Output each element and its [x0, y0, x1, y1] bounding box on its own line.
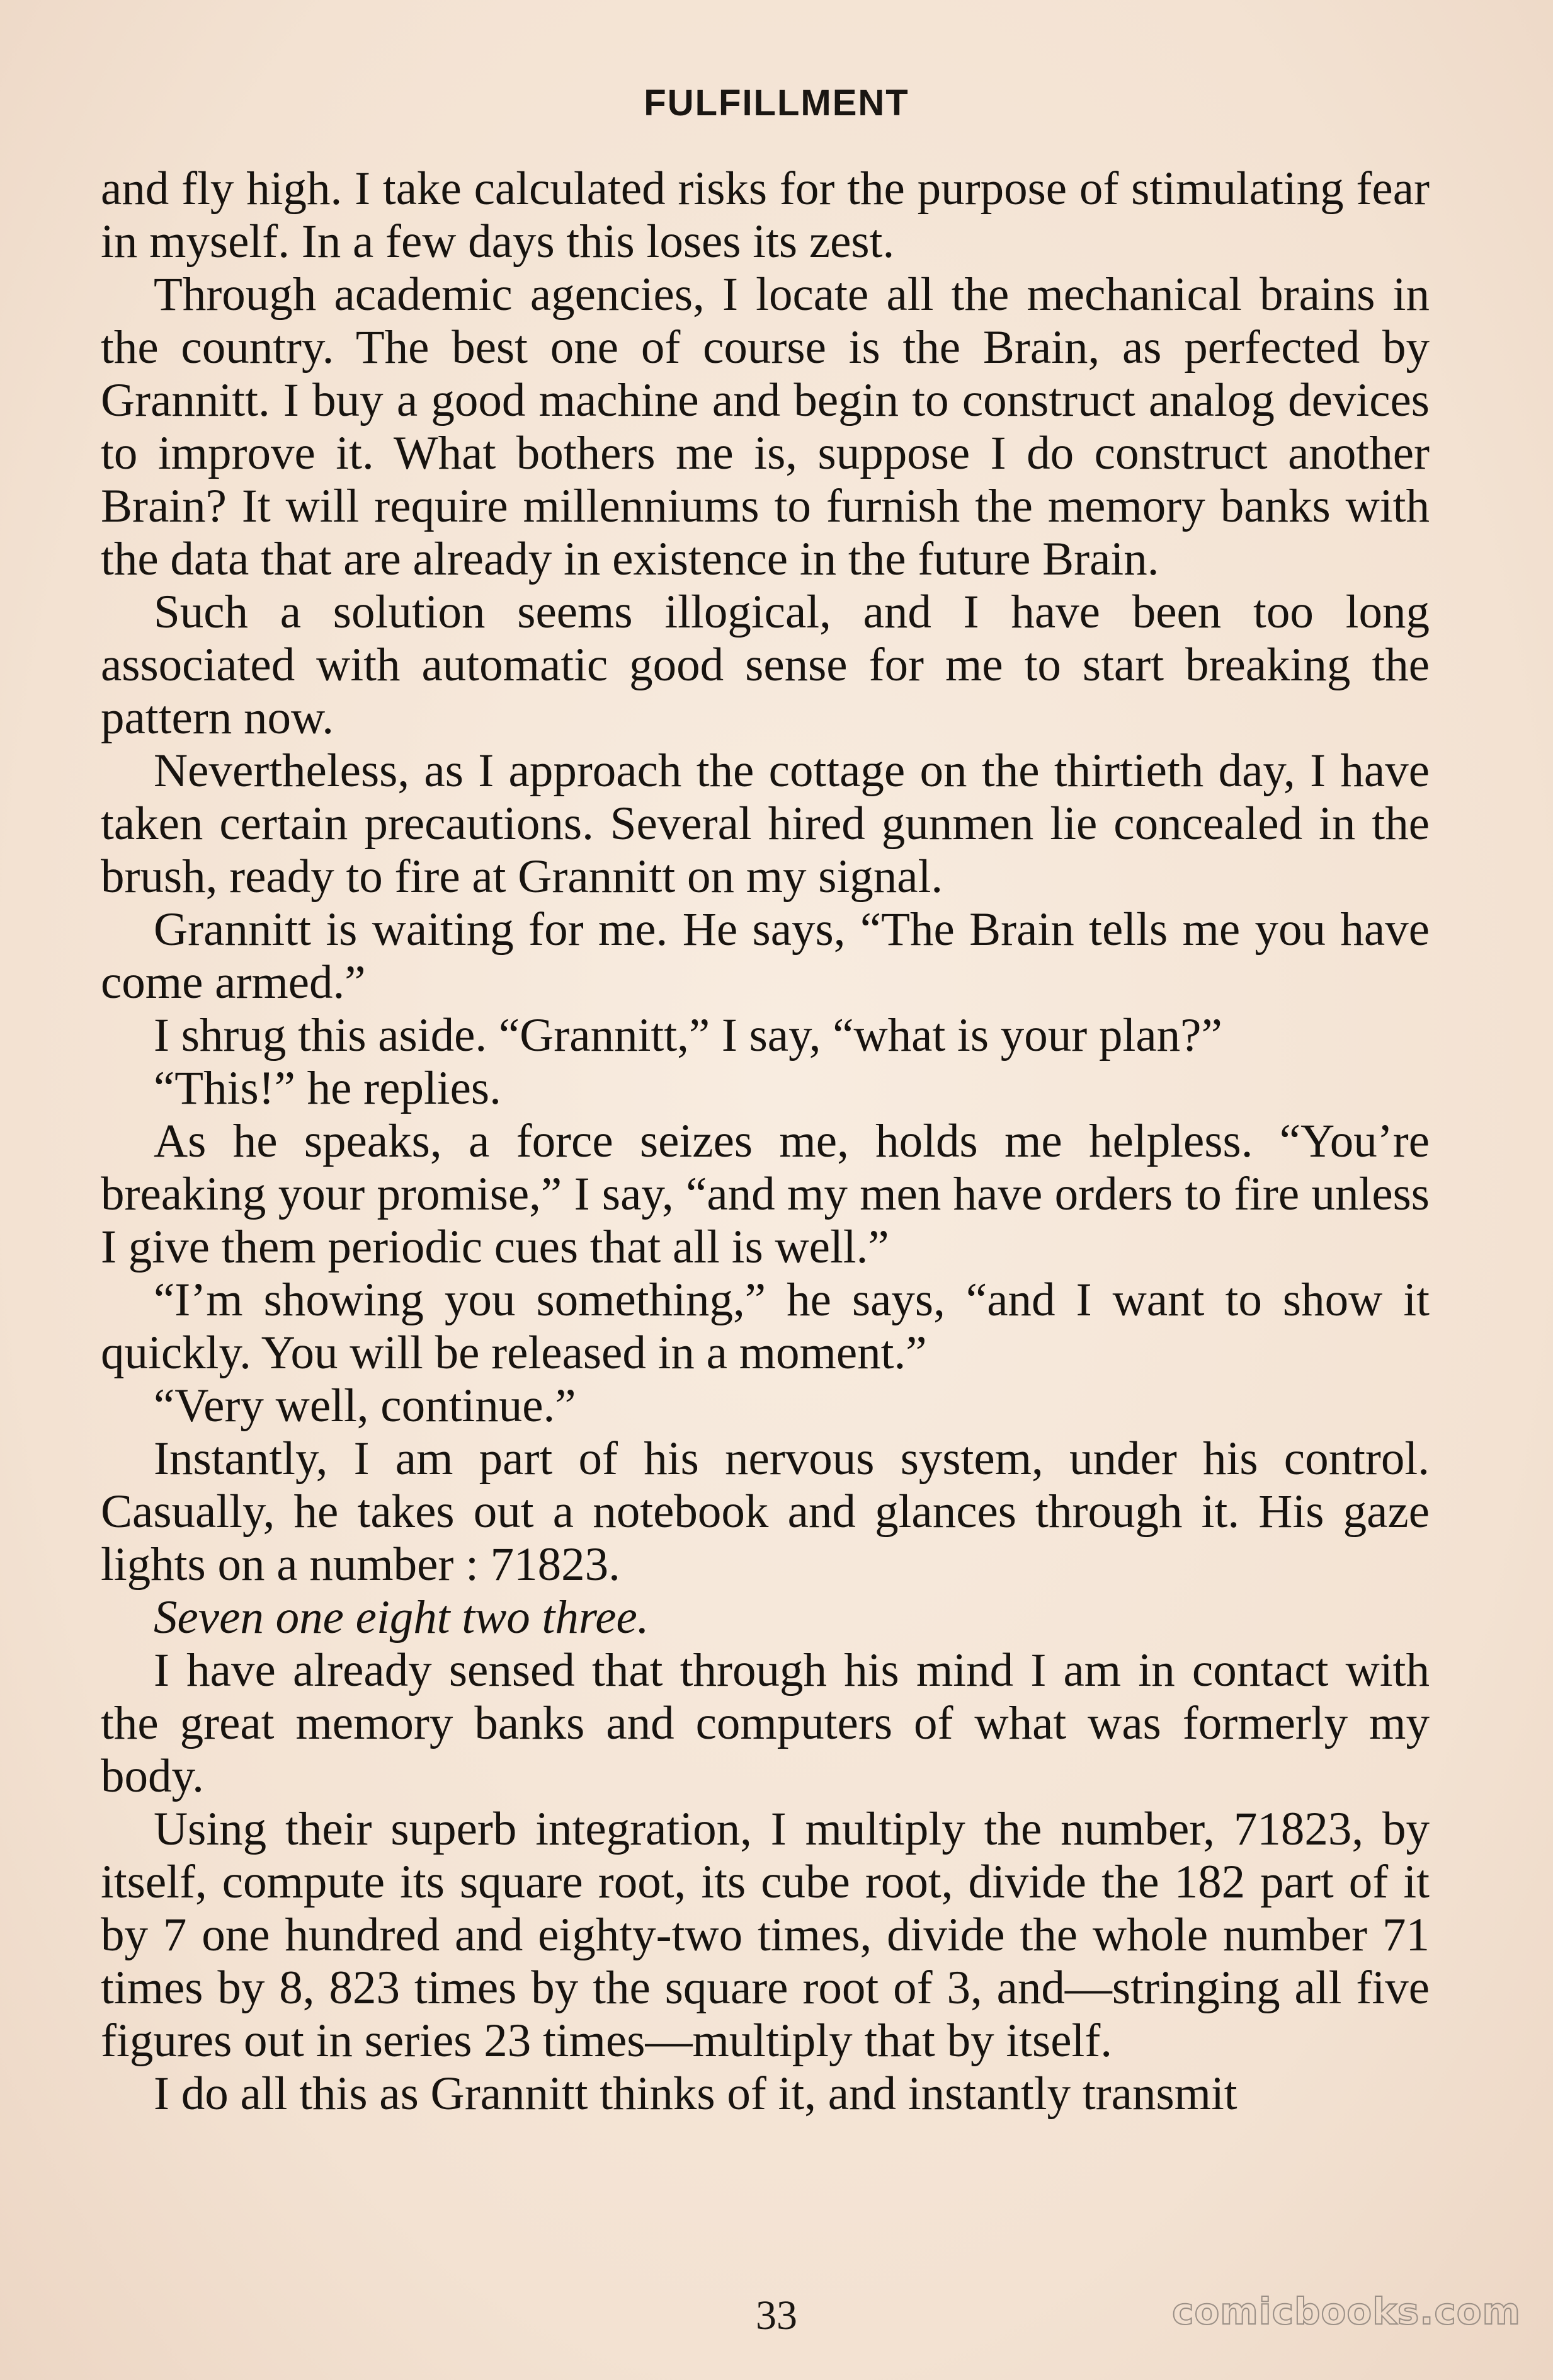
- paragraph: I have already sensed that through his mind I am in contact with the great memory banks and computers of what was formerly my body.: [101, 1644, 1430, 1802]
- paragraph: I do all this as Grannitt thinks of it, and instantly transmit: [154, 2068, 1237, 2120]
- page-number: 33: [756, 2292, 797, 2338]
- body-text: [101, 163, 1430, 2120]
- paragraph: “Very well, continue.”: [154, 1380, 576, 1432]
- paragraph: Using their superb integration, I multiply the number, 71823, by itself, compute its square root, its cube root, divide the 182 part of it by 7 one hundred and eighty-two times, divide the whole number 71 times by 8, 823 times by the square root of 3, and—stringing all five figures out in series 23 times—multiply that by itself.: [101, 1803, 1430, 2067]
- paragraph: Nevertheless, as I approach the cottage on the thirtieth day, I have taken certain precautions. Several hired gunmen lie concealed in the brush, ready to fire at Grannitt on my signal.: [101, 745, 1430, 903]
- paragraph: “I’m showing you something,” he says, “and I want to show it quickly. You will be released in a moment.”: [101, 1274, 1430, 1379]
- paragraph: Instantly, I am part of his nervous system, under his control. Casually, he takes out a notebook and glances through it. His gaze lights on a number : 71823.: [101, 1433, 1430, 1591]
- paragraph: Such a solution seems illogical, and I have been too long associated with automatic good sense for me to start breaking the pattern now.: [101, 586, 1430, 744]
- paragraph: and fly high. I take calculated risks for the purpose of stimulating fear in myself. In a few days this loses its zest.: [101, 163, 1430, 268]
- paragraph: Grannitt is waiting for me. He says, “The Brain tells me you have come armed.”: [101, 903, 1430, 1009]
- paragraph: Through academic agencies, I locate all the mechanical brains in the country. The best one of course is the Brain, as perfected by Grannitt. I buy a good machine and begin to construct analog devices to improve it. What bothers me is, suppose I do construct another Brain? It will require millenniums to furnish the memory banks with the data that are already in existence in the future Brain.: [101, 268, 1430, 585]
- paragraph: As he speaks, a force seizes me, holds me helpless. “You’re breaking your promise,” I say, “and my men have orders to fire unless I give them periodic cues that all is well.”: [101, 1115, 1430, 1273]
- italic-paragraph: Seven one eight two three.: [154, 1591, 649, 1644]
- paragraph: “This!” he replies.: [154, 1062, 501, 1114]
- paragraph: I shrug this aside. “Grannitt,” I say, “what is your plan?”: [154, 1009, 1222, 1061]
- running-head: FULFILLMENT: [644, 83, 909, 123]
- watermark-logo: comicbooks.com: [1172, 2290, 1521, 2333]
